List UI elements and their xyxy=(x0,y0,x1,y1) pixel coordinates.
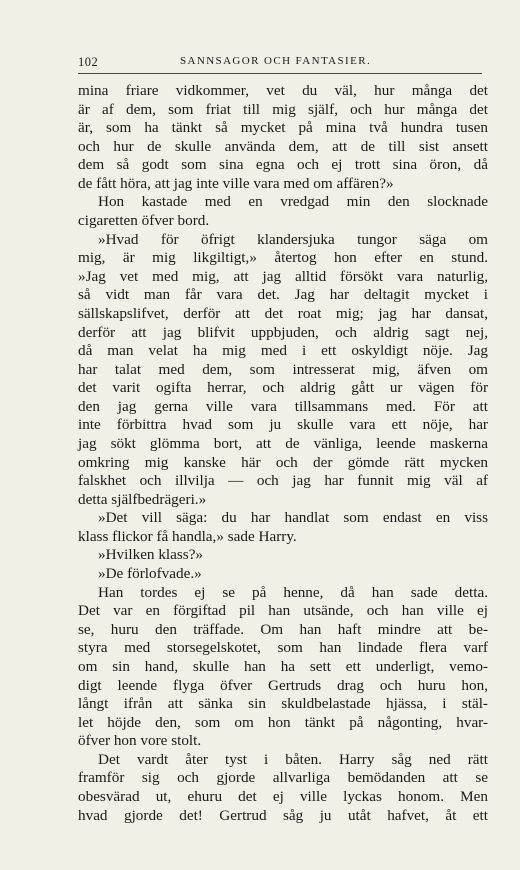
text-line: obesvärad ut, ehuru det ej ville lyckas honom. Men xyxy=(78,787,488,805)
text-line: let höjde den, som om hon tänkt på någonting, hvar- xyxy=(78,713,488,731)
text-line: »Det vill säga: du har handlat som endast en viss xyxy=(98,509,488,527)
text-line: mig, är mig likgiltigt,» återtog hon efter en stund. xyxy=(78,249,488,267)
text-line: se, huru den träffade. Om han haft mindre att be- xyxy=(78,620,488,638)
body-text xyxy=(78,82,488,825)
text-line: »Jag vet med mig, att jag alltid försökt vara naturlig, xyxy=(78,267,488,285)
text-line: har talat med dem, som intresserat mig, äfven om xyxy=(78,360,488,378)
text-line: klass flickor få handla,» sade Harry. xyxy=(78,527,297,545)
text-line: dem så godt som sina egna och ej trott sina öron, då xyxy=(78,156,488,174)
text-line: mina friare vidkommer, vet du väl, hur många det xyxy=(78,82,488,99)
text-line: Hon kastade med en vredgad min den slocknade xyxy=(98,193,488,211)
text-line: långt ifrån att sänka sin skuldbelastade hjässa, i stäl- xyxy=(78,695,488,713)
text-line: det varit ogifta herrar, och aldrig gått ur vägen för xyxy=(78,379,488,397)
text-line: framför sig och gjorde allvarliga bemödanden att se xyxy=(78,769,488,787)
running-head xyxy=(78,55,484,71)
text-line: styra med storsegelskotet, som han lindade flera varf xyxy=(78,639,488,657)
text-line: inte förbittra hvad som ju skulle vara ett nöje, har xyxy=(78,416,488,434)
text-line: om sin hand, skulle han ha sett ett underligt, vemo- xyxy=(78,657,488,675)
text-line: sällskapslifvet, derför att det roat mig; jag har dansat, xyxy=(78,304,488,322)
text-line: då man velat ha mig med i ett oskyldigt nöje. Jag xyxy=(78,342,488,360)
text-line: »De förlofvade.» xyxy=(98,565,202,583)
header-rule xyxy=(78,73,482,74)
text-line: är, som ha tänkt så mycket på mina två hundra tusen xyxy=(78,119,488,137)
text-line: den jag gerna ville vara tillsammans med. För att xyxy=(78,397,488,415)
text-line: hvad gjorde det! Gertrud såg ju utåt hafvet, åt ett xyxy=(78,806,488,824)
text-line: omkring mig kanske här och der gömde rätt mycken xyxy=(78,453,488,471)
text-line: digt leende flyga öfver Gertruds drag och huru hon, xyxy=(78,676,488,694)
text-line: jag sökt glömma bort, att de vänliga, leende maskerna xyxy=(78,434,488,452)
text-line: »Hvad för öfrigt klandersjuka tungor säga om xyxy=(98,230,488,248)
text-line: Det vardt åter tyst i båten. Harry såg ned rätt xyxy=(98,750,488,768)
text-line: de fått höra, att jag inte ville vara med om affären?» xyxy=(78,174,394,192)
running-title: SANNSAGOR OCH FANTASIER. xyxy=(180,55,372,67)
page-number: 102 xyxy=(78,55,99,69)
text-line: cigaretten öfver bord. xyxy=(78,212,210,230)
text-line: är af dem, som friat till mig själf, och hur många det xyxy=(78,100,488,118)
text-line: »Hvilken klass?» xyxy=(98,546,204,564)
text-line: Han tordes ej se på henne, då han sade detta. xyxy=(98,583,488,601)
text-line: så vidt man får vara det. Jag har deltagit mycket i xyxy=(78,286,488,304)
text-line: derför att jag blifvit uppbjuden, och aldrig sagt nej, xyxy=(78,323,488,341)
text-line: detta själfbedrägeri.» xyxy=(78,490,207,508)
text-line: falskhet och illvilja — och jag har funnit mig väl af xyxy=(78,472,488,490)
text-line: öfver hon vore stolt. xyxy=(78,732,202,750)
text-line: och hur de skulle använda dem, att de till sist ansett xyxy=(78,137,488,155)
text-line: Det var en förgiftad pil han utsände, och han ville ej xyxy=(78,602,488,620)
